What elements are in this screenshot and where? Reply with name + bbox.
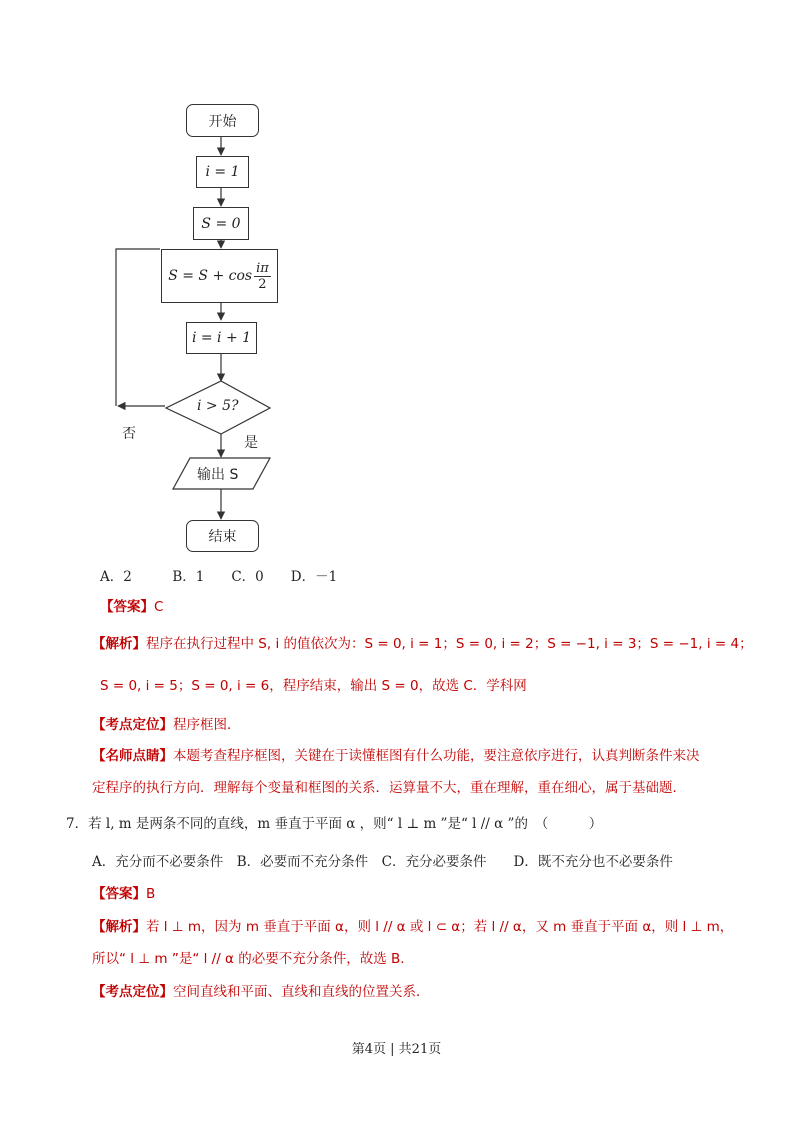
q6-point bbox=[92, 715, 241, 735]
q6-analysis-tag: 【解析】 bbox=[92, 636, 146, 652]
q6-point-tag: 【考点定位】 bbox=[92, 717, 173, 733]
q6-options: A．2 B．1 C．0 D．－1 bbox=[100, 569, 338, 585]
end-node bbox=[186, 520, 259, 552]
q6-analysis-line-2: S = 0, i = 5；S = 0, i = 6，程序结束，输出 S = 0，故选 C．学科网 bbox=[100, 678, 527, 694]
q6-tip-line-2: 定程序的执行方向．理解每个变量和框图的关系．运算量不大，重在理解，重在细心，属于基础题． bbox=[92, 780, 686, 796]
q7-point-text: 空间直线和平面、直线和直线的位置关系． bbox=[173, 984, 430, 1000]
flowchart-arrows bbox=[0, 0, 793, 560]
q6-tip-line-1 bbox=[92, 746, 700, 766]
q6-answer-value: C bbox=[154, 599, 164, 615]
init-s-node bbox=[193, 207, 249, 240]
q6-tip-tag: 【名师点睛】 bbox=[92, 748, 173, 764]
q7-analysis-line-2: 所以“ l ⊥ m ”是“ l // α 的必要不充分条件，故选 B． bbox=[92, 951, 414, 967]
start-node bbox=[186, 104, 259, 137]
update-s-node bbox=[161, 249, 278, 303]
q7-answer-value: B bbox=[146, 886, 156, 902]
q7-options: A．充分而不必要条件 B．必要而不充分条件 C．充分必要条件 D．既不充分也不必要条件 bbox=[92, 854, 673, 870]
condition-label: i > 5? bbox=[197, 398, 239, 414]
q7-point-tag: 【考点定位】 bbox=[92, 984, 173, 1000]
q7-answer-tag: 【答案】 bbox=[92, 886, 146, 902]
incr-i-label: i = i + 1 bbox=[191, 330, 252, 346]
q6-tip-text-1: 本题考查程序框图，关键在于读懂框图有什么功能，要注意依序进行，认真判断条件来决 bbox=[173, 748, 700, 764]
q7-stem: 7．若 l, m 是两条不同的直线，m 垂直于平面 α ，则“ l ⊥ m ”是“ l // α ”的 （ ） bbox=[66, 816, 603, 832]
q7-analysis-line-1 bbox=[92, 917, 733, 937]
start-label: 开始 bbox=[208, 113, 237, 130]
q6-answer bbox=[100, 597, 163, 617]
update-s-denominator: 2 bbox=[258, 276, 267, 292]
q6-analysis-text-1: 程序在执行过程中 S, i 的值依次为：S = 0, i = 1；S = 0, i = 2；S = −1, i = 3；S = −1, i = 4； bbox=[146, 636, 753, 652]
q7-answer bbox=[92, 884, 155, 904]
incr-i-node bbox=[186, 322, 257, 354]
q7-analysis-tag: 【解析】 bbox=[92, 919, 146, 935]
q6-point-text: 程序框图． bbox=[173, 717, 241, 733]
update-s-prefix: S = S + cos bbox=[168, 268, 253, 284]
end-label: 结束 bbox=[208, 529, 237, 545]
no-label: 否 bbox=[122, 426, 136, 442]
init-i-label: i = 1 bbox=[205, 164, 240, 180]
q7-analysis-text-1: 若 l ⊥ m，因为 m 垂直于平面 α，则 l // α 或 l ⊂ α；若 l // α，又 m 垂直于平面 α，则 l ⊥ m， bbox=[146, 919, 734, 935]
yes-label: 是 bbox=[244, 435, 258, 451]
page-footer: 第4页 | 共21页 bbox=[351, 1042, 442, 1057]
update-s-numerator: iπ bbox=[256, 260, 269, 276]
q6-answer-tag: 【答案】 bbox=[100, 599, 154, 615]
init-s-label: S = 0 bbox=[201, 215, 241, 232]
q6-analysis-line-1 bbox=[92, 634, 753, 654]
output-label: 输出 S bbox=[197, 467, 239, 483]
q7-point bbox=[92, 982, 430, 1002]
init-i-node bbox=[196, 156, 249, 188]
